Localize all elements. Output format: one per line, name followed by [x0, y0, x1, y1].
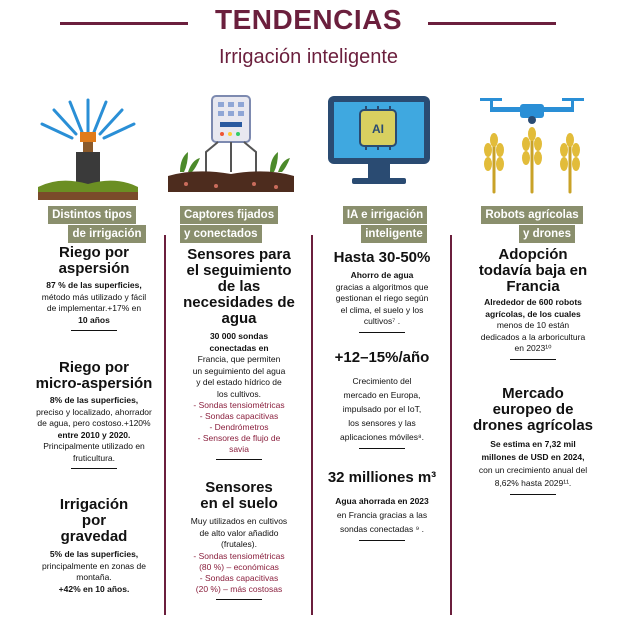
col1-block-gravedad [24, 497, 164, 595]
col2-b2-item-3: - Sondas capacitivas [199, 572, 279, 583]
col4-b1-title-2: todavía baja en [478, 262, 588, 279]
col3-separator-2 [359, 448, 405, 449]
col3-block-crecimiento [314, 350, 450, 453]
col3-b1-line-2: gracias a algoritmos que [335, 281, 429, 292]
col2-b2-line-3: (frutales). [221, 539, 257, 549]
col2-b2-item-1: - Sondas tensiométricas [193, 550, 285, 561]
col2-b1-line-3: Francia, que permiten [197, 354, 281, 364]
col1-b3-title-1: Irrigación [59, 496, 129, 513]
col3-header-line2: inteligente [361, 225, 427, 243]
col4-b1-line-1: Alrededor de 600 robots [484, 297, 582, 307]
col1-block-aspersion [24, 245, 164, 335]
col4-header-line2: y drones [519, 225, 575, 243]
col2-b2-title-2: en el suelo [200, 495, 278, 512]
col2-b1-title-5: agua [221, 310, 257, 327]
col2-b1-line-1: 30 000 sondas [209, 331, 269, 341]
col4-b2-line-3: con un crecimiento anual del [478, 465, 588, 475]
col2-b1-line-6: los cultivos. [217, 388, 261, 399]
col2-separator-2 [216, 599, 262, 600]
col3-b1-line-5: cultivos⁷ . [363, 316, 401, 326]
col3-b1-line-3: gestionan el riego según [335, 293, 429, 303]
col1-b1-line-2: método más utilizado y fácil [41, 291, 147, 302]
col2-b1-item-5: savia [229, 444, 249, 454]
col4-b1-line-4: dedicados a la arboricultura [480, 331, 586, 342]
col1-b3-line-3: montaña. [76, 572, 112, 582]
col1-block-micro [22, 360, 166, 473]
col4-b1-line-3: menos de 10 están [496, 320, 570, 330]
col3-b2-line-5: aplicaciones móviles⁸. [340, 432, 424, 442]
page-title: TENDENCIAS [214, 4, 402, 35]
col1-b2-line-5: Principalmente utilizado en [43, 441, 145, 451]
title-row [0, 0, 617, 40]
col1-separator-1 [71, 330, 117, 331]
col1-b3-line-2: principalmente en zonas de [42, 560, 146, 571]
col2-block-suelo [168, 480, 310, 604]
col4-header [462, 205, 602, 243]
col4-b2-line-2: millones de USD en 2024, [481, 452, 585, 462]
col2-b1-line-2: conectadas en [209, 342, 269, 353]
col1-b3-line-4: +42% en 10 años. [58, 583, 130, 594]
col1-b2-title-1: Riego por [59, 359, 129, 376]
col3-header [330, 205, 440, 243]
col4-b2-line-4: 8,62% hasta 2029¹¹. [494, 478, 572, 488]
col4-b1-title-3: Francia [506, 278, 560, 295]
col2-block-seguimiento [168, 247, 310, 464]
col3-b3-line-2: en Francia gracias a las [336, 510, 428, 520]
col4-b1-title-1: Adopción [498, 246, 568, 263]
col2-b1-item-4: - Sensores de flujo de [197, 433, 281, 443]
col1-b3-title-3: gravedad [60, 528, 128, 545]
col3-separator-3 [359, 540, 405, 541]
col3-b2-line-1: Crecimiento del [352, 376, 412, 386]
col4-b1-line-5: en 2023¹⁰ [514, 343, 552, 353]
col1-b2-line-3: de agua, pero costoso.+120% [37, 418, 151, 428]
col2-b1-title-3: de las [217, 278, 261, 295]
col1-b2-line-6: fruticultura. [72, 452, 116, 463]
col2-header-line1: Captores fijados [180, 206, 278, 224]
ai-monitor-icon [322, 92, 436, 200]
col2-b2-line-1: Muy utilizados en cultivos [190, 516, 288, 526]
col2-b1-item-1: - Sondas tensiométricas [193, 400, 285, 410]
col1-b3-title-2: por [81, 512, 107, 529]
col2-header-line2: y conectados [180, 225, 262, 243]
page-subtitle: Irrigación inteligente [219, 46, 398, 68]
col4-separator-1 [510, 359, 556, 360]
col2-b2-line-2: de alto valor añadido [199, 527, 279, 538]
col3-b1-title: Hasta 30-50% [333, 249, 431, 266]
drone-icon [470, 92, 594, 200]
col1-b2-line-1: 8% de las superficies, [49, 395, 139, 405]
col3-block-ahorro [314, 250, 450, 337]
column-divider-3 [450, 235, 452, 615]
col3-header-line1: IA e irrigación [343, 206, 427, 224]
col1-b3-line-1: 5% de las superficies, [49, 549, 139, 559]
sprinkler-icon [30, 92, 146, 200]
col3-separator-1 [359, 332, 405, 333]
col1-header-line2: de irrigación [68, 225, 145, 243]
col2-b2-item-4: (20 %) – más costosas [195, 583, 283, 594]
col2-b1-title-2: el seguimiento [186, 262, 292, 279]
col2-separator-1 [216, 459, 262, 460]
col4-b2-title-2: europeo de [492, 401, 574, 418]
col1-header-line1: Distintos tipos [48, 206, 136, 224]
col3-b2-line-3: impulsado por el IoT, [342, 404, 422, 414]
col1-b1-line-4: 10 años [78, 314, 110, 325]
col4-separator-2 [510, 494, 556, 495]
col3-b1-line-1: Ahorro de agua [350, 270, 414, 280]
col1-b1-title-1: Riego por [59, 244, 129, 261]
col4-b2-title-1: Mercado [502, 385, 564, 402]
col2-b1-title-1: Sensores para [187, 246, 291, 263]
col1-b1-line-1: 87 % de las superficies, [46, 280, 142, 290]
col4-b2-line-1: Se estima en 7,32 mil [490, 439, 576, 449]
col1-b2-title-2: micro-aspersión [35, 375, 153, 392]
col2-b1-title-4: necesidades de [183, 294, 295, 311]
col3-b2-line-2: mercado en Europa, [343, 390, 421, 400]
col3-b3-line-1: Agua ahorrada en 2023 [335, 496, 429, 506]
col4-b1-line-2: agrícolas, de los cuales [485, 308, 581, 319]
col2-b1-item-2: - Sondas capacitivas [199, 411, 279, 421]
col3-block-agua [314, 470, 450, 545]
col3-b1-line-4: el clima, el suelo y los [340, 304, 424, 315]
col2-b1-item-3: - Dendrómetros [209, 422, 269, 432]
col3-b2-title: +12–15%/año [334, 349, 430, 366]
col1-b2-line-2: preciso y localizado, ahorrador [36, 406, 152, 417]
sensor-icon [166, 92, 296, 200]
col4-block-mercado [454, 386, 612, 499]
col2-b2-item-2: (80 %) – económicas [199, 561, 279, 572]
col2-header [180, 205, 290, 243]
col1-header [30, 205, 154, 243]
ai-label: AI [372, 122, 384, 136]
col2-b1-line-4: un seguimiento del agua [192, 365, 286, 376]
col3-b3-title: 32 milliones m³ [327, 469, 437, 486]
col1-b2-line-4: entre 2010 y 2020. [57, 429, 131, 440]
col1-b1-line-3: de implementar.+17% en [46, 303, 142, 313]
col1-b1-title-2: aspersión [58, 260, 130, 277]
col2-b1-line-5: y del estado hídrico de [196, 377, 282, 387]
col4-block-adopcion [454, 247, 612, 364]
col2-b2-title-1: Sensores [205, 479, 273, 496]
col4-b2-title-3: drones agrícolas [472, 417, 594, 434]
col3-b2-line-4: los sensores y las [348, 418, 416, 428]
col4-header-line1: Robots agrícolas [481, 206, 582, 224]
col1-separator-2 [71, 468, 117, 469]
col3-b3-line-3: sondas conectadas ⁹ . [340, 524, 424, 534]
column-divider-2 [311, 235, 313, 615]
